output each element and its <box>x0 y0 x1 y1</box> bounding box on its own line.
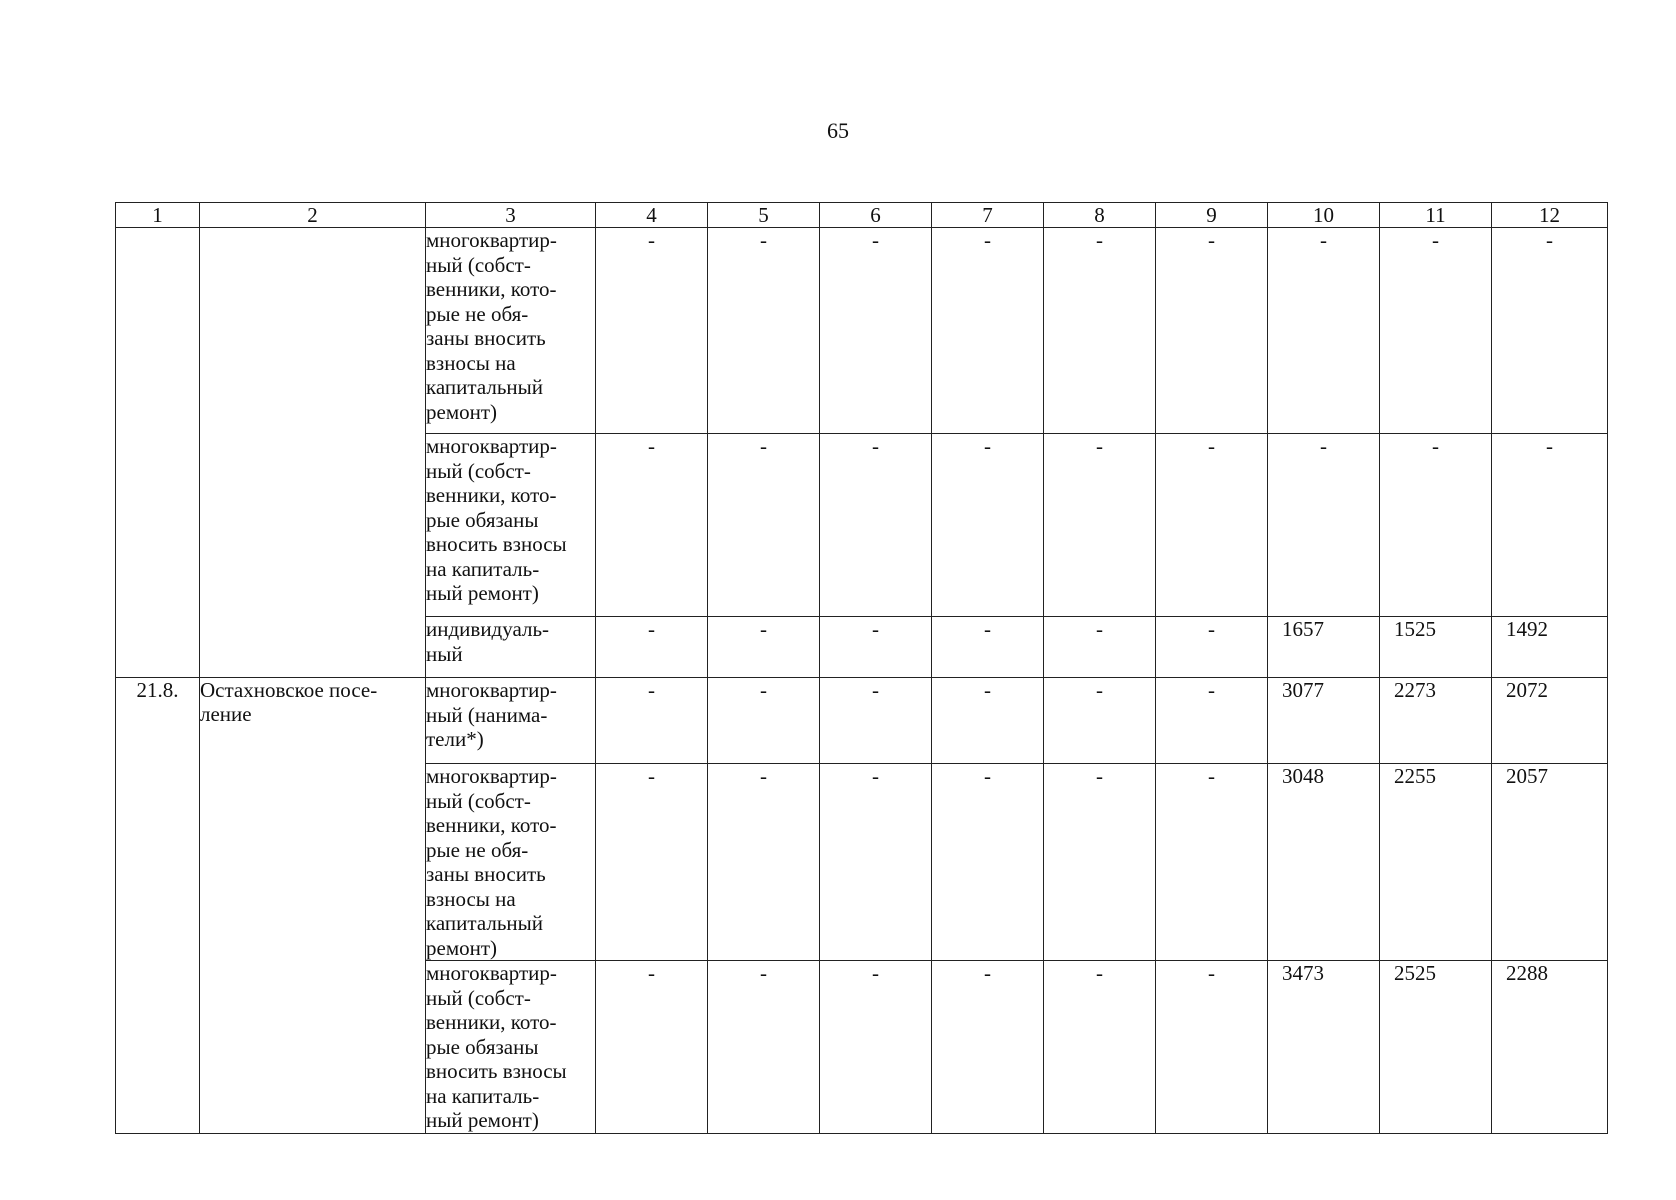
row-number-cell <box>116 228 200 678</box>
value-cell: 3473 <box>1268 961 1380 1134</box>
value-cell: 1492 <box>1492 617 1608 678</box>
column-header: 12 <box>1492 203 1608 228</box>
value-cell: - <box>820 434 932 617</box>
value-cell: - <box>1044 678 1156 764</box>
table-row <box>116 228 1608 434</box>
value-cell: 3048 <box>1268 764 1380 961</box>
value-cell: - <box>1044 961 1156 1134</box>
value-cell: - <box>1380 228 1492 434</box>
settlement-name-cell: Остахновское посе- ление <box>200 678 426 1134</box>
housing-type-cell: многоквартир- ный (собст- венники, кото- рые обязаны вносить взносы на капиталь- ный ремонт) <box>426 961 596 1134</box>
column-header: 4 <box>596 203 708 228</box>
column-header: 11 <box>1380 203 1492 228</box>
value-cell: - <box>596 961 708 1134</box>
value-cell: - <box>596 617 708 678</box>
page-number: 65 <box>827 118 849 143</box>
value-cell: - <box>932 617 1044 678</box>
value-cell: - <box>596 764 708 961</box>
housing-type-cell: многоквартир- ный (собст- венники, кото- рые обязаны вносить взносы на капиталь- ный ремонт) <box>426 434 596 617</box>
column-number-row <box>116 203 1608 228</box>
value-cell: - <box>596 678 708 764</box>
value-cell: 1525 <box>1380 617 1492 678</box>
value-cell: - <box>820 961 932 1134</box>
value-cell: - <box>708 434 820 617</box>
value-cell: - <box>1380 434 1492 617</box>
value-cell: - <box>820 678 932 764</box>
value-cell: - <box>820 764 932 961</box>
column-header: 7 <box>932 203 1044 228</box>
value-cell: - <box>708 617 820 678</box>
value-cell: - <box>1268 434 1380 617</box>
value-cell: - <box>1156 961 1268 1134</box>
value-cell: - <box>1492 434 1608 617</box>
value-cell: - <box>932 961 1044 1134</box>
value-cell: - <box>1044 617 1156 678</box>
value-cell: - <box>596 228 708 434</box>
housing-type-cell: многоквартир- ный (собст- венники, кото- рые не обя- заны вносить взносы на капитальный ремонт) <box>426 228 596 434</box>
value-cell: 2288 <box>1492 961 1608 1134</box>
value-cell: - <box>1044 228 1156 434</box>
tariff-table <box>115 202 1608 1134</box>
housing-type-cell: многоквартир- ный (нанима- тели*) <box>426 678 596 764</box>
value-cell: - <box>1268 228 1380 434</box>
column-header: 1 <box>116 203 200 228</box>
column-header: 6 <box>820 203 932 228</box>
value-cell: - <box>1156 764 1268 961</box>
value-cell: 2255 <box>1380 764 1492 961</box>
value-cell: - <box>596 434 708 617</box>
value-cell: - <box>1156 434 1268 617</box>
value-cell: - <box>1156 228 1268 434</box>
value-cell: 3077 <box>1268 678 1380 764</box>
value-cell: 2057 <box>1492 764 1608 961</box>
value-cell: - <box>932 228 1044 434</box>
settlement-name-cell <box>200 228 426 678</box>
column-header: 3 <box>426 203 596 228</box>
housing-type-cell: индивидуаль- ный <box>426 617 596 678</box>
value-cell: - <box>708 228 820 434</box>
housing-type-cell: многоквартир- ный (собст- венники, кото- рые не обя- заны вносить взносы на капитальный ремонт) <box>426 764 596 961</box>
value-cell: - <box>820 617 932 678</box>
value-cell: - <box>1044 764 1156 961</box>
value-cell: - <box>932 764 1044 961</box>
value-cell: 2525 <box>1380 961 1492 1134</box>
table-row <box>116 678 1608 764</box>
value-cell: - <box>932 434 1044 617</box>
column-header: 5 <box>708 203 820 228</box>
value-cell: - <box>708 764 820 961</box>
value-cell: - <box>932 678 1044 764</box>
column-header: 9 <box>1156 203 1268 228</box>
value-cell: 1657 <box>1268 617 1380 678</box>
value-cell: 2072 <box>1492 678 1608 764</box>
value-cell: - <box>1044 434 1156 617</box>
value-cell: - <box>1156 678 1268 764</box>
value-cell: - <box>1156 617 1268 678</box>
value-cell: - <box>820 228 932 434</box>
value-cell: - <box>708 961 820 1134</box>
column-header: 10 <box>1268 203 1380 228</box>
row-number-cell: 21.8. <box>116 678 200 1134</box>
value-cell: 2273 <box>1380 678 1492 764</box>
value-cell: - <box>708 678 820 764</box>
column-header: 8 <box>1044 203 1156 228</box>
value-cell: - <box>1492 228 1608 434</box>
column-header: 2 <box>200 203 426 228</box>
